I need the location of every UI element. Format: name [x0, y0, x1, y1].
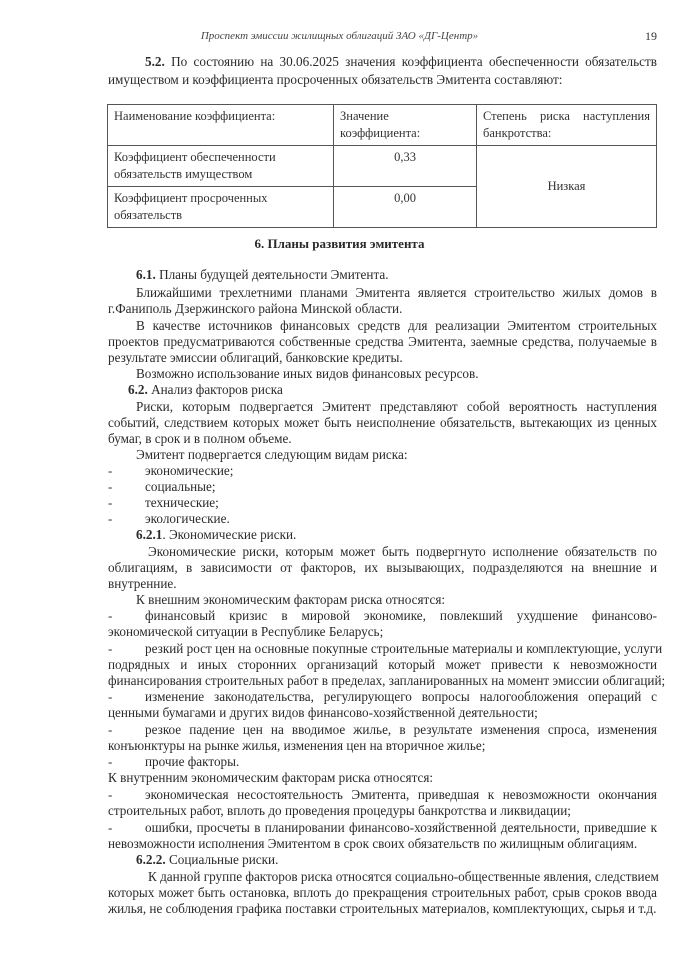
list-item-cont: невозможности исполнения Эмитентом в срок своих обязательств по жилищным облигациям. [108, 836, 638, 851]
section-6-2-1-title: 6.2.1. Экономические риски. [136, 527, 297, 542]
list-item: технические; [145, 495, 219, 510]
paragraph-line: Риски, которым подвергается Эмитент представляют собой вероятность наступления [136, 399, 657, 414]
list-item-cont: строительных работ, вплоть до проведения процедуры банкротства и ликвидации; [108, 803, 571, 818]
row-name: Коэффициент обеспеченности обязательств имуществом [108, 146, 334, 187]
bullet-dash: - [108, 479, 113, 494]
table-header-row [108, 105, 657, 146]
paragraph-line: бумаг, в срок и в полном объеме. [108, 431, 292, 446]
paragraph-line: Возможно использование иных видов финансовых ресурсов. [136, 366, 479, 381]
section-6-heading: 6. Планы развития эмитента [254, 236, 425, 251]
bullet-dash: - [108, 463, 113, 478]
list-item-cont: финансирования строительных работ в пределах, запланированных на момент эмиссии облигаций; [108, 673, 666, 688]
bullet-dash: - [108, 608, 113, 623]
list-item-cont: конъюнктуры на рынке жилья, изменения цен на вторичное жилье; [108, 738, 486, 753]
paragraph-line: К внешним экономическим факторам риска относятся: [136, 592, 446, 607]
list-item: ошибки, просчеты в планировании финансово-хозяйственной деятельности, приведшие к [145, 820, 657, 835]
bullet-dash: - [108, 689, 113, 704]
paragraph-line: жилья, не соблюдения графика поставки строительных материалов, комплектующих, сырья и т.д. [108, 901, 657, 916]
list-item: резкий рост цен на основные покупные строительные материалы и комплектующие, услуги [145, 641, 663, 656]
paragraph-line: Эмитент подвергается следующим видам риска: [136, 447, 408, 462]
table-row [108, 146, 657, 187]
paragraph-line: которых может быть остановка, вплоть до прекращения строительных работ, срыв сроков ввода [108, 885, 657, 900]
paragraph-line: В качестве источников финансовых средств для реализации Эмитентом строительных [136, 318, 657, 333]
row-value: 0,00 [334, 187, 477, 228]
bullet-dash: - [108, 495, 113, 510]
paragraph-line: проектов предусматриваются собственные средства Эмитента, заемные средства, получаемые в [108, 334, 657, 349]
paragraph-line: событий, следствием которых может быть неисполнение обязательств, вытекающих из ценных [108, 415, 657, 430]
bullet-dash: - [108, 820, 113, 835]
document-header-title: Проспект эмиссии жилищных облигаций ЗАО «ДГ-Центр» [200, 30, 479, 42]
section-6-1-title: 6.1. Планы будущей деятельности Эмитента. [136, 267, 389, 282]
list-item-cont: ценными бумагами и других видов финансово-хозяйственной деятельности; [108, 705, 538, 720]
list-item: прочие факторы. [145, 754, 240, 769]
coefficients-table [107, 104, 657, 228]
paragraph-line: К внутренним экономическим факторам риска относятся: [108, 770, 434, 785]
row-name: Коэффициент просроченных обязательств [108, 187, 334, 228]
paragraph-line: К данной группе факторов риска относятся социально-общественные явления, следствием [148, 869, 659, 884]
bullet-dash: - [108, 641, 113, 656]
list-item: финансовый кризис в мировой экономике, повлекший ухудшение финансово- [145, 608, 657, 623]
bullet-dash: - [108, 511, 113, 526]
section-5-2-line2: имуществом и коэффициента просроченных обязательств Эмитента составляют: [108, 72, 563, 87]
list-item-cont: подрядных и иных сторонних организаций который может привести к невозможности [108, 657, 657, 672]
section-6-2-2-title: 6.2.2. Социальные риски. [136, 852, 279, 867]
section-6-2-title: 6.2. Анализ факторов риска [128, 382, 283, 397]
header-cell-risk: Степень риска наступления банкротства: [477, 105, 657, 146]
list-item: изменение законодательства, регулирующего вопросы налогообложения операций с [145, 689, 657, 704]
row-value: 0,33 [334, 146, 477, 187]
bullet-dash: - [108, 787, 113, 802]
paragraph-line: внутренние. [108, 576, 177, 591]
list-item: резкое падение цен на вводимое жилье, в результате изменения спроса, изменения [145, 722, 657, 737]
list-item: экономические; [145, 463, 234, 478]
section-number: 5.2. [145, 54, 165, 69]
header-cell-name: Наименование коэффициента: [108, 105, 334, 146]
list-item-cont: экономической ситуации в Республике Беларусь; [108, 624, 384, 639]
paragraph-line: Ближайшими трехлетними планами Эмитента является строительство жилых домов в [136, 285, 657, 300]
header-cell-value: Значение коэффициента: [334, 105, 477, 146]
risk-level-cell: Низкая [477, 146, 657, 228]
page-number: 19 [645, 29, 657, 43]
paragraph-line: облигациям, в зависимости от факторов, их вызывающих, подразделяются на внешние и [108, 560, 657, 575]
paragraph-line: результате эмиссии облигаций, банковские кредиты. [108, 350, 403, 365]
list-item: экологические. [145, 511, 230, 526]
list-item: социальные; [145, 479, 216, 494]
section-5-2-line1: 5.2. По состоянию на 30.06.2025 значения коэффициента обеспеченности обязательств [145, 54, 657, 69]
bullet-dash: - [108, 722, 113, 737]
paragraph-line: г.Фаниполь Дзержинского района Минской области. [108, 301, 403, 316]
list-item: экономическая несостоятельность Эмитента, приведшая к невозможности окончания [145, 787, 657, 802]
bullet-dash: - [108, 754, 113, 769]
paragraph-line: Экономические риски, которым может быть подвергнуто исполнение обязательств по [148, 544, 657, 559]
